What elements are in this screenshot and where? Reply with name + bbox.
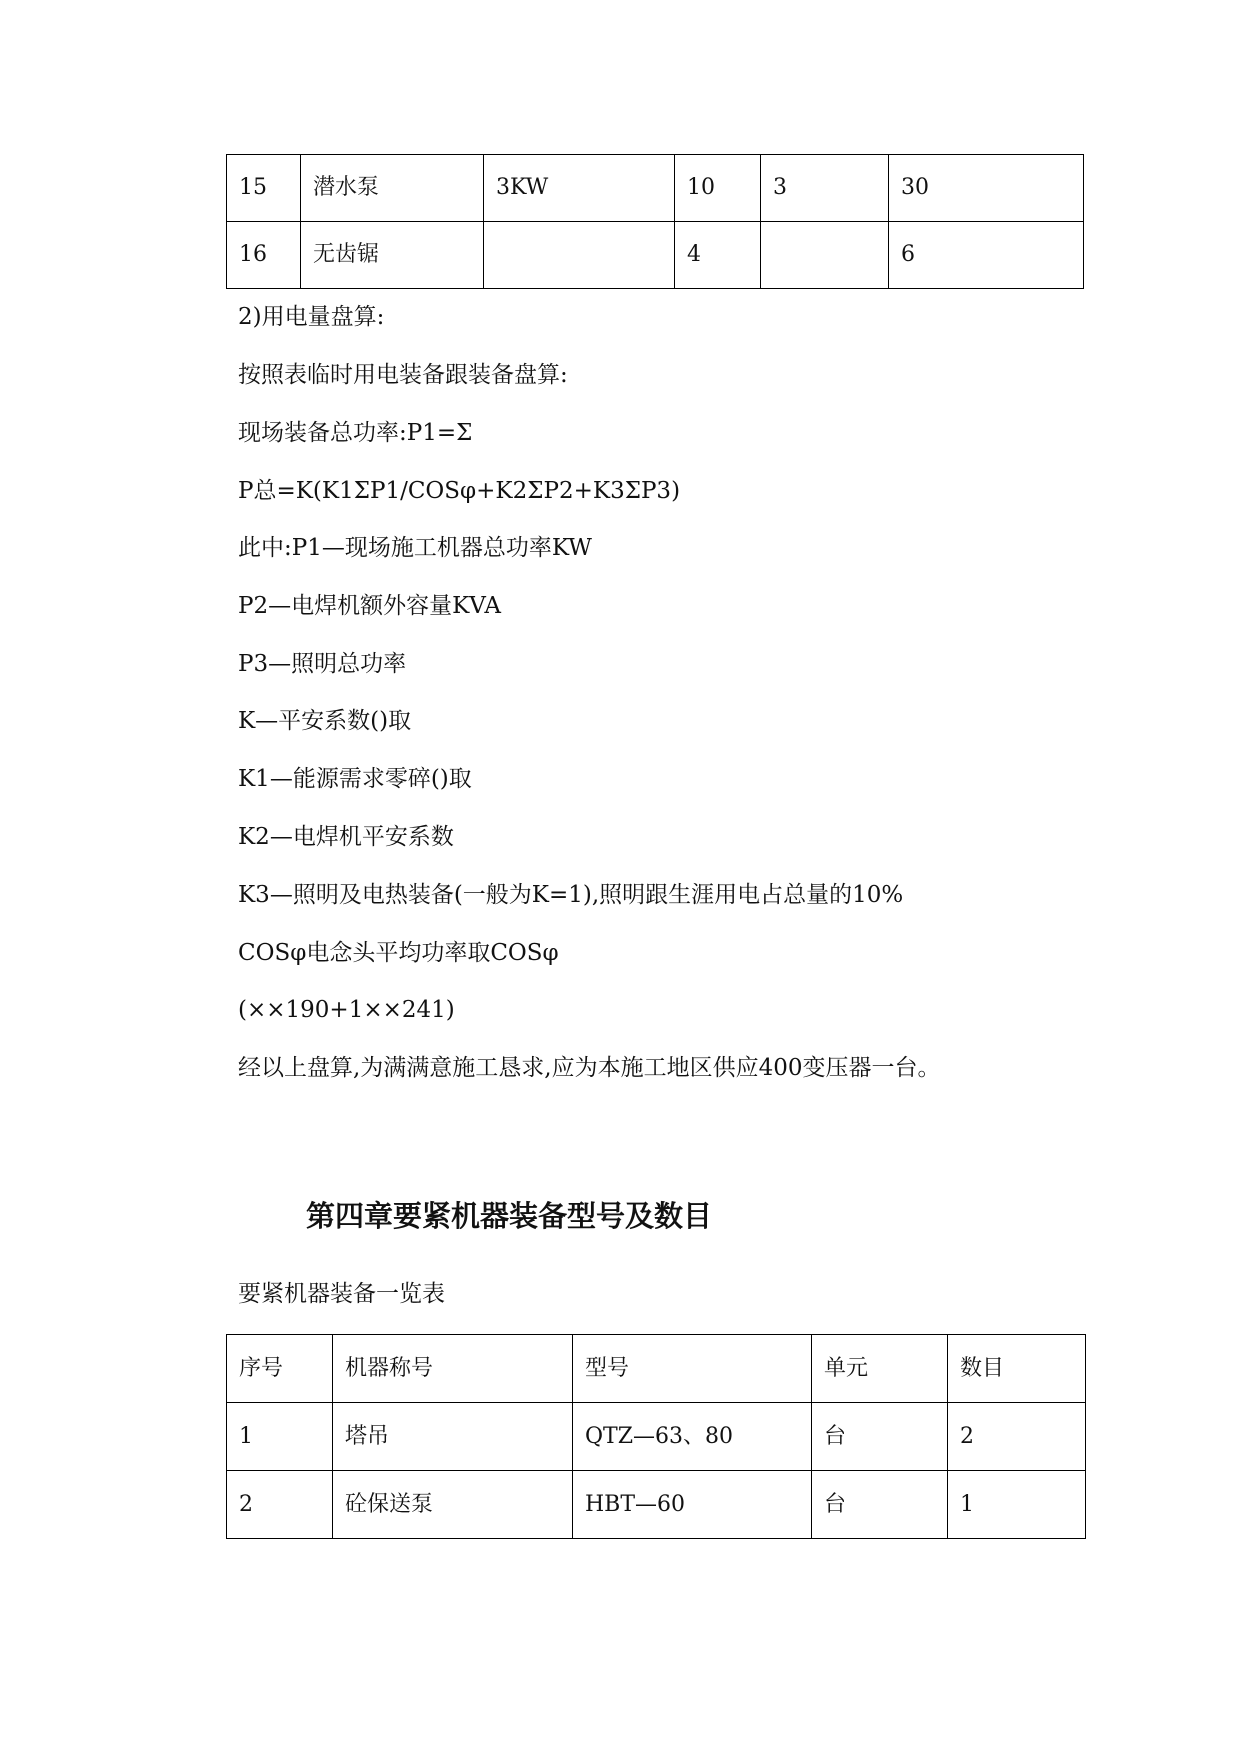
main-equipment-table bbox=[226, 1334, 1086, 1539]
equipment-value bbox=[761, 222, 889, 289]
table-caption: 要紧机器装备一览表 bbox=[238, 1281, 445, 1307]
paragraph: 按照表临时用电装备跟装备盘算: bbox=[238, 362, 568, 388]
equipment-total: 6 bbox=[889, 222, 1084, 289]
table-row bbox=[227, 1403, 1086, 1471]
machine-unit: 台 bbox=[812, 1403, 948, 1471]
power-equipment-table bbox=[226, 154, 1084, 289]
equipment-power: 3KW bbox=[484, 155, 675, 222]
table-header-row bbox=[227, 1335, 1086, 1403]
equipment-count: 10 bbox=[675, 155, 761, 222]
column-header: 机器称号 bbox=[333, 1335, 573, 1403]
paragraph: 现场装备总功率:P1=Σ bbox=[238, 420, 473, 446]
equipment-power bbox=[484, 222, 675, 289]
machine-name: 砼保送泵 bbox=[333, 1471, 573, 1539]
equipment-name: 潜水泵 bbox=[301, 155, 484, 222]
table-row bbox=[227, 222, 1084, 289]
row-number: 16 bbox=[227, 222, 301, 289]
machine-quantity: 1 bbox=[948, 1471, 1086, 1539]
machine-name: 塔吊 bbox=[333, 1403, 573, 1471]
equipment-name: 无齿锯 bbox=[301, 222, 484, 289]
paragraph: 此中:P1—现场施工机器总功率KW bbox=[238, 535, 592, 561]
chapter-title: 第四章要紧机器装备型号及数目 bbox=[306, 1199, 713, 1233]
paragraph: COSφ电念头平均功率取COSφ bbox=[238, 940, 559, 966]
machine-unit: 台 bbox=[812, 1471, 948, 1539]
machine-model: QTZ—63、80 bbox=[573, 1403, 812, 1471]
row-number: 2 bbox=[227, 1471, 333, 1539]
column-header: 序号 bbox=[227, 1335, 333, 1403]
equipment-total: 30 bbox=[889, 155, 1084, 222]
paragraph: 经以上盘算,为满满意施工恳求,应为本施工地区供应400变压器一台。 bbox=[238, 1055, 941, 1081]
paragraph: P总=K(K1ΣP1/COSφ+K2ΣP2+K3ΣP3) bbox=[238, 478, 681, 504]
equipment-value: 3 bbox=[761, 155, 889, 222]
column-header: 型号 bbox=[573, 1335, 812, 1403]
paragraph: K—平安系数()取 bbox=[238, 708, 412, 734]
column-header: 单元 bbox=[812, 1335, 948, 1403]
table-row bbox=[227, 155, 1084, 222]
row-number: 15 bbox=[227, 155, 301, 222]
machine-quantity: 2 bbox=[948, 1403, 1086, 1471]
paragraph: P3—照明总功率 bbox=[238, 651, 407, 677]
paragraph: K2—电焊机平安系数 bbox=[238, 824, 454, 850]
machine-model: HBT—60 bbox=[573, 1471, 812, 1539]
paragraph: K3—照明及电热装备(一般为K=1),照明跟生涯用电占总量的10% bbox=[238, 882, 904, 908]
paragraph: (××190+1××241) bbox=[238, 997, 455, 1023]
paragraph: 2)用电量盘算: bbox=[238, 304, 385, 330]
equipment-count: 4 bbox=[675, 222, 761, 289]
row-number: 1 bbox=[227, 1403, 333, 1471]
paragraph: K1—能源需求零碎()取 bbox=[238, 766, 472, 792]
column-header: 数目 bbox=[948, 1335, 1086, 1403]
table-row bbox=[227, 1471, 1086, 1539]
paragraph: P2—电焊机额外容量KVA bbox=[238, 593, 501, 619]
